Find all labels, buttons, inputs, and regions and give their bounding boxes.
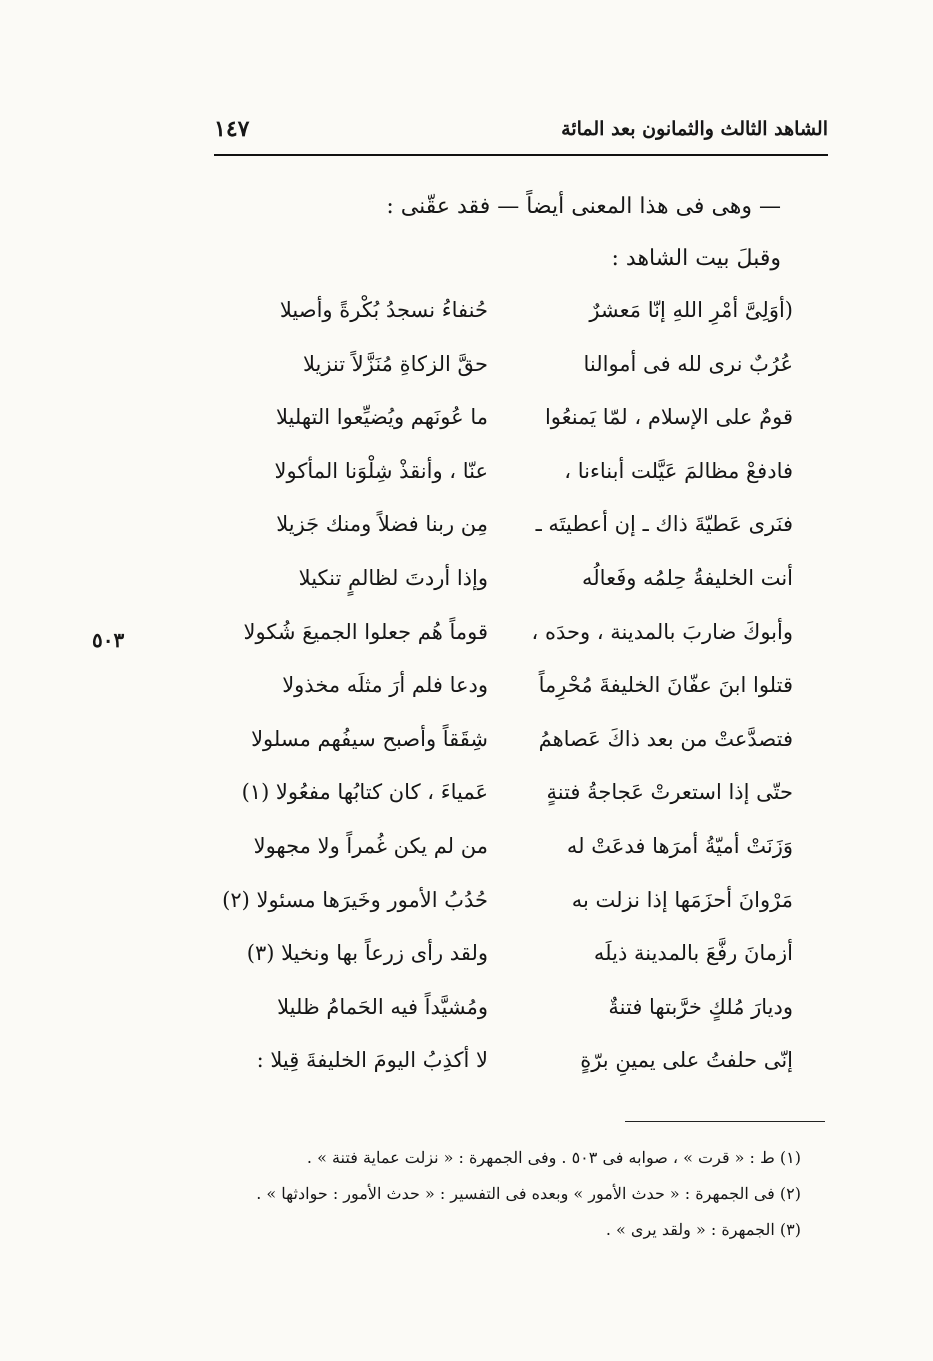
verse-second-hemistich: مِن ربنا فضلاً ومنك جَزيلا <box>276 512 488 537</box>
verse <box>228 397 793 451</box>
verse-first-hemistich: قومٌ على الإسلام ، لمّا يَمنعُوا <box>544 405 793 430</box>
footnotes <box>181 1140 801 1248</box>
verse-first-hemistich: عُرُبٌ نرى لله فى أموالنا <box>583 351 793 376</box>
running-header <box>214 118 828 154</box>
verse <box>228 826 793 880</box>
header-rule <box>214 154 828 156</box>
header-title: الشاهد الثالث والثمانون بعد المائة <box>561 118 828 140</box>
verse <box>228 344 793 398</box>
footnote-rule <box>625 1121 825 1122</box>
prose-line: وقبلَ بيت الشاهد : <box>611 246 781 271</box>
verse-first-hemistich: وديارَ مُلكٍ خرَّبتها فتنةٌ <box>608 994 793 1019</box>
verse-first-hemistich: إنّى حلفتُ على يمينِ برّةٍ <box>580 1048 793 1073</box>
page-number: ١٤٧ <box>214 116 250 142</box>
verse-second-hemistich: قوماً هُم جعلوا الجميعَ شُكولا <box>243 619 488 644</box>
verse-second-hemistich: ولقد رأى زرعاً بها ونخيلا (٣) <box>246 941 488 966</box>
verse-second-hemistich: ما عُونَهم ويُضيِّعوا التهليلا <box>276 405 488 430</box>
verse-first-hemistich: قتلوا ابنَ عفّانَ الخليفةَ مُحْرِماً <box>538 673 793 698</box>
verse-second-hemistich: من لم يكن غُمراً ولا مجهولا <box>253 833 488 858</box>
verse <box>228 290 793 344</box>
verse-second-hemistich: ومُشيَّداً فيه الحَمامُ ظليلا <box>277 994 488 1019</box>
verse-second-hemistich: عنّا ، وأنقذْ شِلْوَنا المأكولا <box>274 458 488 483</box>
verse-first-hemistich: وَزَنَتْ أميّةُ أمرَها فدعَتْ له <box>566 833 793 858</box>
verse <box>228 987 793 1041</box>
verse <box>228 451 793 505</box>
verse-second-hemistich: ودعا فلم أرَ مثلَه مخذولا <box>282 673 488 698</box>
verse-first-hemistich: حتّى إذا استعرتْ عَجاجةُ فتنةٍ <box>546 780 793 805</box>
verse-first-hemistich: فادفعْ مظالمَ عَيَّلت أبناءنا ، <box>564 458 793 483</box>
verse-first-hemistich: أزمانَ رفَّعَ بالمدينة ذيلَه <box>593 941 793 966</box>
verse-first-hemistich: فنَرى عَطيّةَ ذاك ـ إن أعطيتَه ـ <box>535 512 793 537</box>
footnote: (٣) الجمهرة : « ولقد يرى » . <box>605 1220 801 1239</box>
verse <box>228 772 793 826</box>
verse-second-hemistich: وإذا أردتَ لظالمٍ تنكيلا <box>298 565 488 590</box>
verse-second-hemistich: حُدُبُ الأمور وخَيرَها مسئولا (٢) <box>222 887 488 912</box>
verse <box>228 1040 793 1094</box>
verse-second-hemistich: عَمياءَ ، كان كتابُها مفعُولا (١) <box>241 780 488 805</box>
verse <box>222 880 793 934</box>
verse <box>228 719 793 773</box>
verse-first-hemistich: وأبوكَ ضاربَ بالمدينة ، وحدَه ، <box>531 619 793 644</box>
verse <box>228 665 793 719</box>
verse <box>228 933 793 987</box>
verse <box>228 504 793 558</box>
prose-line: — وهى فى هذا المعنى أيضاً — فقد عقّنى : <box>386 194 781 219</box>
verse-first-hemistich: مَرْوانَ أحزَمَها إذا نزلت به <box>571 887 793 912</box>
verse-second-hemistich: حقَّ الزكاةِ مُنَزَّلاً تنزيلا <box>302 351 488 376</box>
verse-first-hemistich: أنت الخليفةُ حِلمُه وفَعالُه <box>582 565 793 590</box>
verse-first-hemistich: فتصدَّعتْ من بعد ذاكَ عَصاهمُ <box>538 726 793 751</box>
verse-second-hemistich: لا أكذِبُ اليومَ الخليفةَ قِيلا : <box>256 1048 488 1073</box>
verse <box>228 558 793 612</box>
verse-first-hemistich: (أوَلِىَّ أمْرِ اللهِ إنّا مَعشرٌ <box>589 298 793 322</box>
poem <box>222 290 793 1094</box>
verse-second-hemistich: شِقَقاً وأصبح سيفُهم مسلولا <box>251 726 488 751</box>
footnote: (٢) فى الجمهرة : « حدث الأمور » وبعده فى التفسير : « حدث الأمور : حوادثها » . <box>256 1184 801 1203</box>
verse <box>228 612 793 666</box>
verse-second-hemistich: حُنفاءُ نسجدُ بُكْرةً وأصيلا <box>279 298 488 322</box>
footnote: (١) ط : « قرت » ، صوابه فى ٥٠٣ . وفى الجمهرة : « نزلت عماية فتنة » . <box>306 1148 801 1167</box>
margin-reference-number: ٥٠٣ <box>92 628 125 652</box>
